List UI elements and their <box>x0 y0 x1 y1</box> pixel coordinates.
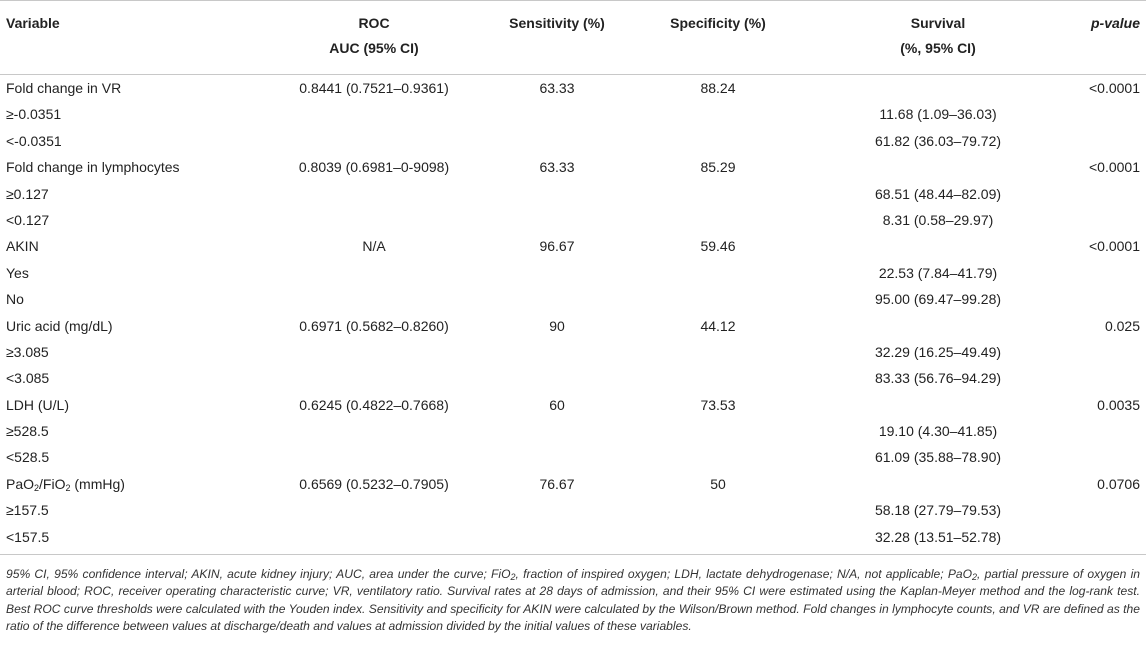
cell-sensitivity <box>489 392 625 418</box>
cell-variable <box>6 471 125 497</box>
cell-specificity <box>650 392 786 418</box>
cell-survival <box>838 444 1038 470</box>
header-survival-line2: (%, 95% CI) <box>900 40 976 56</box>
cell-roc-auc <box>262 392 486 418</box>
cell-survival <box>838 339 1038 365</box>
cell-variable-text: LDH (U/L) <box>6 396 70 413</box>
table-body <box>0 75 1146 550</box>
cell-variable <box>6 524 49 550</box>
cell-survival-text: 32.28 (13.51–52.78) <box>874 528 1002 545</box>
cell-specificity-text: 50 <box>710 475 726 492</box>
table-row <box>0 181 1146 207</box>
table-row <box>0 524 1146 550</box>
cell-variable <box>6 260 29 286</box>
table-row <box>0 75 1146 101</box>
cell-sensitivity-text: 76.67 <box>539 475 575 492</box>
table-row <box>0 313 1146 339</box>
cell-pvalue-text: <0.0001 <box>1089 238 1140 255</box>
cell-specificity-text: 44.12 <box>700 317 736 334</box>
table-row <box>0 128 1146 154</box>
header-roc-line1: ROC <box>358 15 390 31</box>
cell-survival-text: 32.29 (16.25–49.49) <box>874 343 1002 360</box>
cell-specificity-text: 73.53 <box>700 396 736 413</box>
table-row <box>0 418 1146 444</box>
cell-survival-text: 22.53 (7.84–41.79) <box>878 264 998 281</box>
cell-pvalue <box>1105 313 1140 339</box>
header-variable: Variable <box>6 15 60 31</box>
cell-survival <box>838 365 1038 391</box>
cell-variable-mid: /FiO <box>39 475 66 492</box>
header-sensitivity: Sensitivity (%) <box>509 15 605 31</box>
footnote-text <box>6 566 1140 636</box>
cell-variable-text: Fold change in VR <box>6 80 122 96</box>
cell-variable-text: No <box>6 291 24 308</box>
cell-roc-auc <box>262 471 486 497</box>
header-roc <box>262 11 486 61</box>
cell-variable-text: ≥0.127 <box>6 185 49 202</box>
cell-variable-text: AKIN <box>6 238 39 255</box>
cell-variable-text: <0.127 <box>6 211 50 228</box>
cell-pvalue-text: 0.0706 <box>1097 475 1140 492</box>
table-row <box>0 207 1146 233</box>
cell-specificity-text: 88.24 <box>700 80 736 96</box>
cell-specificity <box>650 471 786 497</box>
cell-variable-text: <-0.0351 <box>6 132 62 149</box>
cell-variable <box>6 154 180 180</box>
cell-sensitivity-text: 63.33 <box>539 80 575 96</box>
cell-sensitivity <box>489 154 625 180</box>
cell-variable-text: Yes <box>6 264 29 281</box>
cell-variable-text: ≥528.5 <box>6 423 49 440</box>
cell-survival <box>838 101 1038 127</box>
cell-pvalue <box>1097 392 1140 418</box>
cell-pvalue-text: <0.0001 <box>1089 159 1140 176</box>
cell-sensitivity-text: 96.67 <box>539 238 575 255</box>
header-survival-line1: Survival <box>910 15 966 31</box>
cell-survival-text: 95.00 (69.47–99.28) <box>874 291 1002 308</box>
cell-survival-text: 61.09 (35.88–78.90) <box>874 449 1002 466</box>
header-roc-line2: AUC (95% CI) <box>329 40 419 56</box>
footnote-part-c: , partial pressure of oxygen in arterial blood; ROC, receiver operating characteristic curve; VR, ventilatory ratio. Survival rates at 28 days of admission, and their 95% CI were estimated using the Kaplan-Meyer method and the log-rank test. Best ROC curve thresholds were calculated with the Youden index. Sensitivity and specificity for AKIN were calculated by the Wilson/Brown method. Fold changes in lymphocyte counts, and VR are defined as the ratio of the difference between values at discharge/death and values at admission divided by the initial values of these variables. <box>6 567 1140 634</box>
table-row <box>0 471 1146 497</box>
table-row <box>0 260 1146 286</box>
cell-variable <box>6 181 49 207</box>
cell-variable <box>6 444 49 470</box>
cell-variable-text: ≥3.085 <box>6 343 49 360</box>
cell-variable-text: <528.5 <box>6 449 50 466</box>
table-row <box>0 339 1146 365</box>
cell-variable <box>6 313 113 339</box>
cell-survival-text: 68.51 (48.44–82.09) <box>874 185 1002 202</box>
cell-survival-text: 19.10 (4.30–41.85) <box>878 423 998 440</box>
cell-survival-text: 83.33 (56.76–94.29) <box>874 370 1002 387</box>
header-survival <box>838 11 1038 61</box>
table-row <box>0 154 1146 180</box>
cell-pvalue-text: 0.025 <box>1104 317 1140 334</box>
table-header <box>0 0 1146 75</box>
cell-roc-auc-text: 0.6971 (0.5682–0.8260) <box>299 317 449 334</box>
cell-variable <box>6 101 61 127</box>
cell-pvalue <box>1097 471 1140 497</box>
footnote-part-b: , fraction of inspired oxygen; LDH, lactate dehydrogenase; N/A, not applicable; PaO <box>515 567 973 582</box>
cell-roc-auc-text: N/A <box>362 238 386 255</box>
cell-variable-text: <3.085 <box>6 370 50 387</box>
cell-specificity-text: 85.29 <box>700 159 736 176</box>
cell-sensitivity <box>489 313 625 339</box>
cell-variable <box>6 233 39 259</box>
cell-variable-tail: (mmHg) <box>70 475 125 492</box>
table-row <box>0 233 1146 259</box>
header-pvalue-p: p <box>1090 15 1100 31</box>
cell-survival <box>838 260 1038 286</box>
cell-roc-auc-text: 0.8039 (0.6981–0-9098) <box>298 159 450 176</box>
cell-variable-text: ≥-0.0351 <box>6 106 62 123</box>
cell-survival <box>838 418 1038 444</box>
table-row <box>0 497 1146 523</box>
cell-roc-auc <box>262 154 486 180</box>
cell-pvalue-text: 0.0035 <box>1097 396 1140 413</box>
cell-variable-text: PaO <box>6 475 35 492</box>
cell-specificity <box>650 313 786 339</box>
cell-variable <box>6 418 49 444</box>
cell-survival <box>838 497 1038 523</box>
cell-specificity <box>650 154 786 180</box>
cell-roc-auc <box>262 75 486 101</box>
footnote-sub-b: 2 <box>972 572 978 583</box>
cell-variable-sub1: 2 <box>34 482 40 493</box>
cell-variable-text: Uric acid (mg/dL) <box>6 317 113 334</box>
table-row <box>0 101 1146 127</box>
cell-variable-text: ≥157.5 <box>6 502 49 519</box>
cell-variable <box>6 286 24 312</box>
cell-survival <box>838 286 1038 312</box>
cell-sensitivity <box>489 75 625 101</box>
cell-pvalue <box>1089 75 1140 101</box>
cell-survival-text: 58.18 (27.79–79.53) <box>874 502 1002 519</box>
cell-variable-text: <157.5 <box>6 528 50 545</box>
cell-sensitivity-text: 90 <box>549 317 565 334</box>
cell-roc-auc <box>262 313 486 339</box>
cell-survival <box>838 524 1038 550</box>
cell-specificity <box>650 233 786 259</box>
cell-sensitivity-text: 60 <box>549 396 565 413</box>
cell-variable <box>6 339 49 365</box>
cell-pvalue-text: <0.0001 <box>1089 80 1140 96</box>
table-row <box>0 444 1146 470</box>
cell-variable <box>6 392 69 418</box>
footnote-sub-a: 2 <box>510 572 516 583</box>
cell-variable <box>6 207 49 233</box>
cell-variable-text: Fold change in lymphocytes <box>6 159 180 176</box>
cell-sensitivity-text: 63.33 <box>539 159 575 176</box>
cell-roc-auc-text: 0.6569 (0.5232–0.7905) <box>299 475 449 492</box>
header-pvalue-rest: -value <box>1099 15 1140 31</box>
cell-roc-auc-text: 0.6245 (0.4822–0.7668) <box>299 396 449 413</box>
cell-pvalue <box>1089 233 1140 259</box>
table-row <box>0 286 1146 312</box>
table-row <box>0 392 1146 418</box>
cell-pvalue <box>1089 154 1140 180</box>
cell-specificity <box>650 75 786 101</box>
header-specificity: Specificity (%) <box>670 15 766 31</box>
cell-specificity-text: 59.46 <box>700 238 736 255</box>
cell-variable-sub2: 2 <box>65 482 71 493</box>
cell-sensitivity <box>489 233 625 259</box>
table-footnote <box>0 555 1146 636</box>
cell-sensitivity <box>489 471 625 497</box>
cell-survival <box>838 181 1038 207</box>
cell-variable <box>6 128 62 154</box>
cell-variable <box>6 497 49 523</box>
cell-survival-text: 8.31 (0.58–29.97) <box>882 211 994 228</box>
cell-survival-text: 11.68 (1.09–36.03) <box>879 106 997 123</box>
cell-survival <box>838 207 1038 233</box>
cell-roc-auc <box>262 233 486 259</box>
cell-survival-text: 61.82 (36.03–79.72) <box>874 132 1002 149</box>
table-row <box>0 365 1146 391</box>
header-pvalue <box>1091 11 1140 36</box>
cell-survival <box>838 128 1038 154</box>
cell-roc-auc-text: 0.8441 (0.7521–0.9361) <box>299 80 449 96</box>
footnote-part-a: 95% CI, 95% confidence interval; AKIN, acute kidney injury; AUC, area under the curve; FiO <box>6 567 511 582</box>
cell-variable <box>6 365 49 391</box>
cell-variable <box>6 75 121 101</box>
